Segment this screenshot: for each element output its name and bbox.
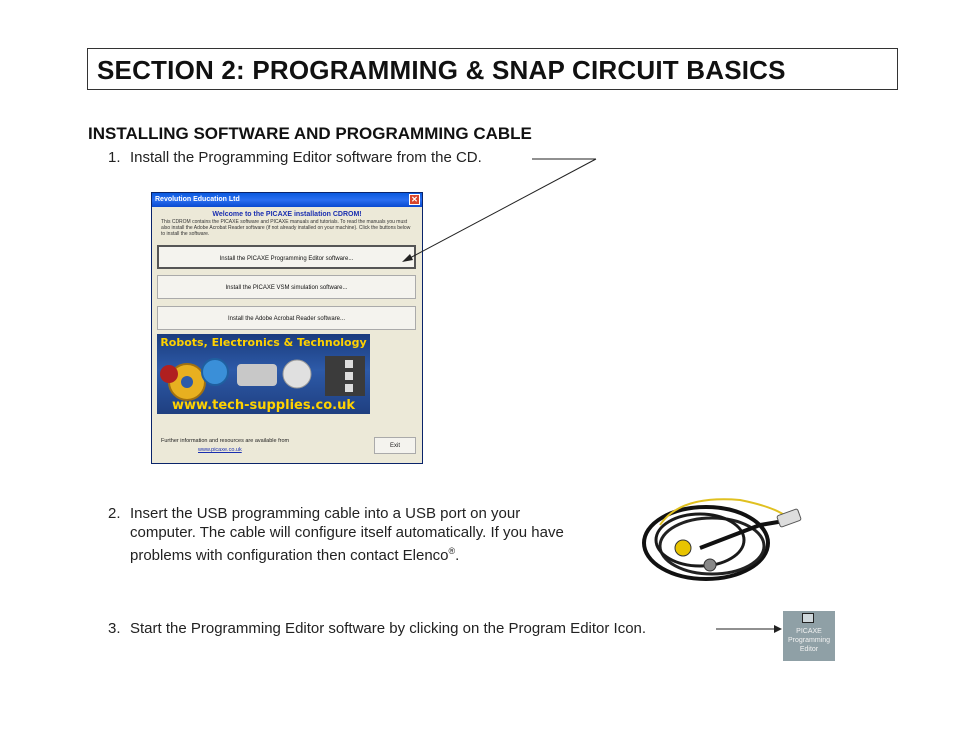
dialog-description: This CDROM contains the PICAXE software and PICAXE manuals and tutorials. To read the manuals you must also install the Adobe Acrobat Reader software (if not already installed on your machine). Click the buttons below to install the software. [161, 219, 411, 237]
step-number: 3. [108, 620, 121, 637]
step-line: problems with configuration then contact Elenco®. [130, 546, 460, 564]
step-number: 1. [108, 149, 121, 166]
close-icon[interactable]: ✕ [409, 194, 420, 205]
step-text: Install the Programming Editor software from the CD. [130, 149, 482, 166]
install-editor-button[interactable]: Install the PICAXE Programming Editor software... [157, 245, 416, 269]
picaxe-link[interactable]: www.picaxe.co.uk [198, 447, 242, 453]
computer-icon [802, 613, 814, 623]
program-editor-desktop-icon[interactable] [783, 611, 835, 661]
banner-headline: Robots, Electronics & Technology [160, 336, 367, 349]
install-acrobat-button[interactable]: Install the Adobe Acrobat Reader software... [157, 306, 416, 330]
exit-button[interactable]: Exit [374, 437, 416, 454]
dialog-welcome: Welcome to the PICAXE installation CDROM! [212, 211, 362, 218]
step-number: 2. [108, 505, 121, 522]
registered-mark: ® [448, 546, 456, 556]
section-title: SECTION 2: PROGRAMMING & SNAP CIRCUIT BASICS [97, 55, 786, 85]
dialog-title: Revolution Education Ltd [155, 196, 240, 203]
banner-url: www.tech-supplies.co.uk [171, 398, 355, 413]
step-line: Insert the USB programming cable into a USB port on your [130, 505, 521, 522]
usb-cable-icon [644, 499, 801, 579]
step-text: Start the Programming Editor software by clicking on the Program Editor Icon. [130, 620, 647, 637]
arrow-to-desktop-icon [716, 625, 782, 633]
section-heading: INSTALLING SOFTWARE AND PROGRAMMING CABLE [88, 124, 532, 143]
arrow-to-editor-button [402, 159, 596, 262]
dialog-footer-text: Further information and resources are available from [161, 438, 290, 444]
step-line: computer. The cable will configure itself automatically. If you have [130, 524, 564, 541]
install-vsm-button[interactable]: Install the PICAXE VSM simulation software... [157, 275, 416, 299]
desktop-icon-label: PICAXE Programming Editor [787, 628, 830, 653]
